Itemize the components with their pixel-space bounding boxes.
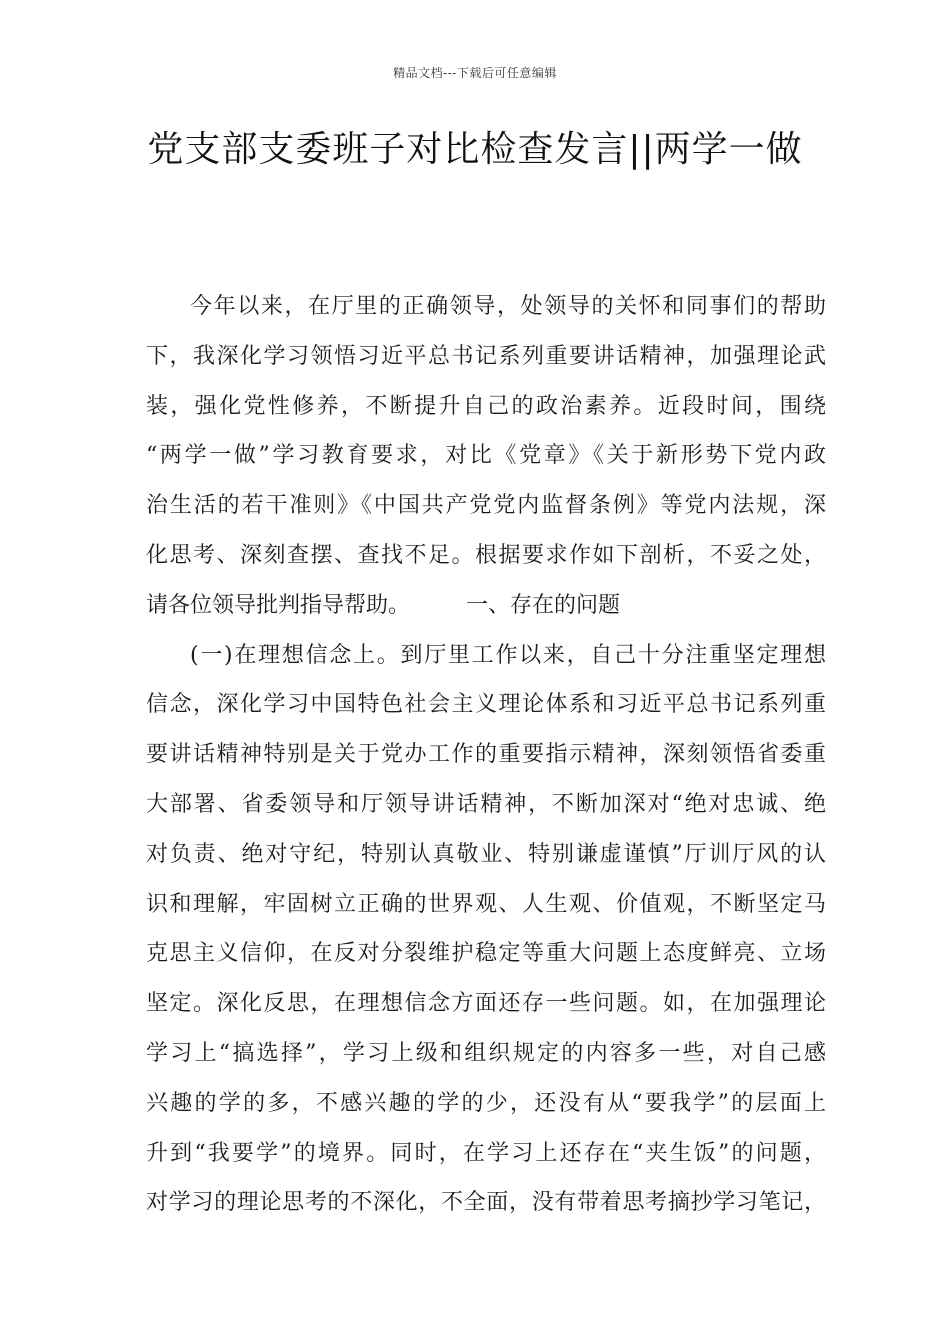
body-line: 学习上“搞选择”，学习上级和组织规定的内容多一些，对自己感 [146,1040,826,1066]
body-line: 兴趣的学的多，不感兴趣的学的少，还没有从“要我学”的层面上 [146,1090,826,1116]
body-line: (一)在理想信念上。到厅里工作以来，自己十分注重坚定理想 [190,642,826,668]
body-line: 克思主义信仰，在反对分裂维护稳定等重大问题上态度鲜亮、立场 [146,941,826,967]
body-line-with-heading [146,581,826,631]
header-note: 精品文档---下载后可任意编辑 [393,66,557,80]
document-body [146,282,826,1228]
document-title: 党支部支委班子对比检查发言||两学一做 [147,129,803,170]
body-line: 化思考、深刻查摆、查找不足。根据要求作如下剖析，不妥之处， [146,542,826,568]
body-line: 下，我深化学习领悟习近平总书记系列重要讲话精神，加强理论武 [146,343,826,369]
body-line: 坚定。深化反思，在理想信念方面还存一些问题。如，在加强理论 [146,991,826,1017]
body-line: 要讲话精神特别是关于党办工作的重要指示精神，深刻领悟省委重 [146,742,826,768]
body-line: 大部署、省委领导和厅领导讲话精神，不断加深对“绝对忠诚、绝 [146,791,826,817]
body-line: 对学习的理论思考的不深化，不全面，没有带着思考摘抄学习笔记， [146,1190,826,1216]
body-line: 识和理解，牢固树立正确的世界观、人生观、价值观，不断坚定马 [146,891,826,917]
body-line: “两学一做”学习教育要求，对比《党章》《关于新形势下党内政 [146,443,826,469]
section-heading: 一、存在的问题 [466,592,621,618]
body-line: 治生活的若干准则》《中国共产党党内监督条例》等党内法规，深 [146,493,826,519]
body-line: 对负责、绝对守纪，特别认真敬业、特别谦虚谨慎”厅训厅风的认 [146,841,826,867]
body-line: 装，强化党性修养，不断提升自己的政治素养。近段时间，围绕 [146,393,826,419]
body-line: 请各位领导批判指导帮助。 [146,592,411,618]
body-line: 信念，深化学习中国特色社会主义理论体系和习近平总书记系列重 [146,692,826,718]
body-line: 升到“我要学”的境界。同时，在学习上还存在“夹生饭”的问题， [146,1140,826,1166]
body-line: 今年以来，在厅里的正确领导，处领导的关怀和同事们的帮助 [190,294,826,319]
